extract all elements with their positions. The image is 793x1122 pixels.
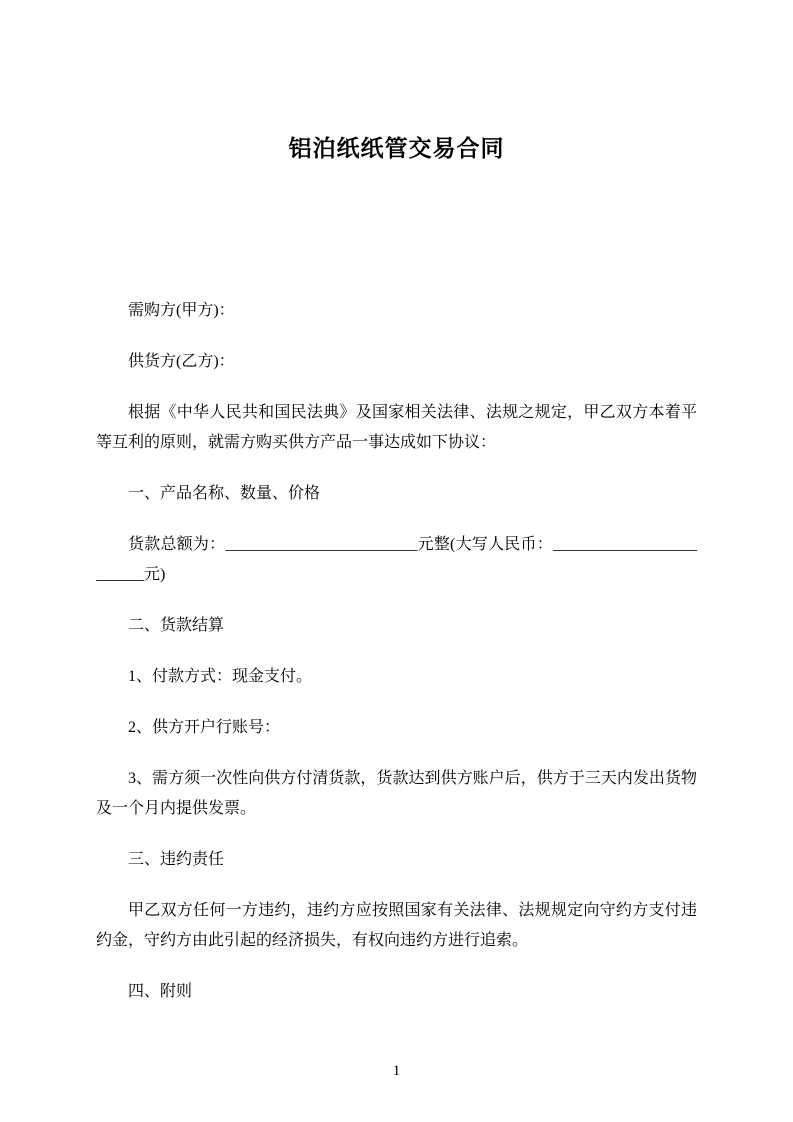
section-4-heading: 四、附则 [128, 983, 193, 1000]
total-amount-blank-line: 货款总额为：________________________元整(大写人民币：________________________元) [96, 536, 697, 583]
section-2-heading: 二、货款结算 [128, 617, 225, 634]
payment-terms-item: 3、需方须一次性向供方付清货款，货款达到供方账户后，供方于三天内发出货物及一个月内提供发票。 [96, 770, 697, 817]
section-3-heading: 三、违约责任 [128, 851, 225, 868]
breach-liability-paragraph: 甲乙双方任何一方违约，违约方应按照国家有关法律、法规规定向守约方支付违约金，守约方由此引起的经济损失，有权向违约方进行追索。 [96, 902, 697, 949]
document-title: 铝泊纸纸管交易合同 [288, 135, 505, 161]
party-a-line: 需购方(甲方)： [128, 302, 235, 319]
preamble-paragraph: 根据《中华人民共和国民法典》及国家相关法律、法规之规定，甲乙双方本着平等互利的原则，就需方购买供方产品一事达成如下协议： [96, 404, 697, 451]
party-b-line: 供货方(乙方)： [128, 353, 235, 370]
document-body [96, 296, 697, 1007]
payment-method-item: 1、付款方式：现金支付。 [128, 668, 313, 685]
page-number: 1 [392, 1063, 401, 1079]
section-1-heading: 一、产品名称、数量、价格 [128, 485, 321, 502]
bank-account-item: 2、供方开户行账号： [128, 719, 281, 736]
